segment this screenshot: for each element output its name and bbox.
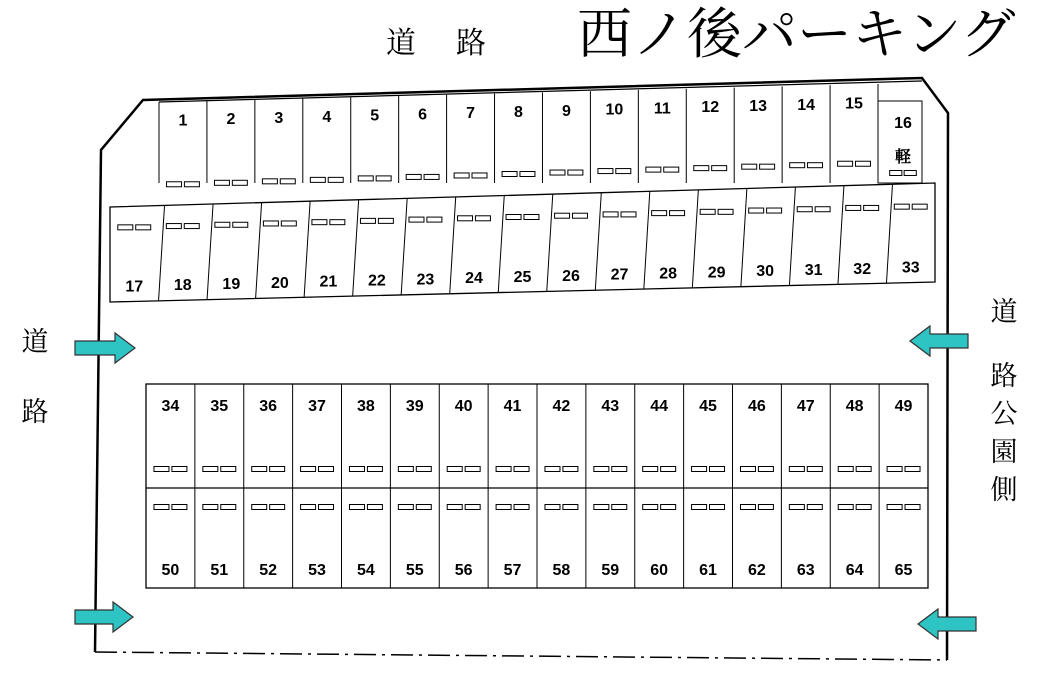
wheel-stop [472,173,487,178]
wheel-stop [154,505,169,510]
space-number: 26 [562,267,580,285]
space-divider [498,196,504,293]
wheel-stop [905,467,920,472]
arrow-right-icon [75,333,135,363]
road-label-left-2: 路 [21,397,49,428]
wheel-stop [358,176,373,181]
wheel-stop [838,467,853,472]
wheel-stop [221,467,236,472]
space-divider [595,193,601,291]
space-number: 41 [503,398,522,415]
space-number: 6 [418,106,428,124]
wheel-stop [367,505,382,510]
road-label-right-char: 道 [990,297,1018,328]
space-number: 36 [259,398,278,415]
wheel-stop [319,505,334,510]
space-number: 53 [308,562,326,579]
space-number: 4 [322,108,332,126]
wheel-stop [454,173,469,178]
wheel-stop [572,213,587,218]
space-number: 31 [804,261,823,279]
space-number: 51 [210,562,229,579]
wheel-stop [612,505,627,510]
space-number: 61 [699,562,717,579]
wheel-stop [184,224,199,229]
wheel-stop [789,505,804,510]
wheel-stop [310,177,325,182]
wheel-stop [856,467,871,472]
wheel-stop [603,212,618,217]
space-number: 60 [650,562,669,579]
wheel-stop [740,505,755,510]
wheel-stop [172,505,187,510]
space-number: 44 [650,398,669,415]
wheel-stop [887,467,902,472]
space-number: 18 [173,277,192,295]
wheel-stop [664,167,679,172]
wheel-stop [670,211,685,216]
space-number: 52 [259,562,278,579]
wheel-stop [232,180,247,185]
wheel-stop [427,217,442,222]
wheel-stop [398,505,413,510]
wheel-stop [203,467,218,472]
wheel-stop [838,505,853,510]
space-number: 12 [701,99,720,117]
wheel-stop [661,467,676,472]
space-number: 45 [699,398,717,415]
wheel-stop [846,205,861,210]
wheel-stop [612,467,627,472]
wheel-stop [301,467,316,472]
wheel-stop [349,505,364,510]
space-number: 38 [357,398,375,415]
wheel-stop [643,505,658,510]
lot-boundary-bottom [95,652,947,660]
space-number: 9 [561,102,571,120]
space-number: 63 [796,562,815,579]
wheel-stop [447,467,462,472]
space-number: 13 [749,98,768,115]
wheel-stop [864,205,879,210]
wheel-stop [172,467,187,472]
page-title: 西ノ後パーキング [577,2,1016,66]
space-number: 10 [605,101,624,119]
space-number: 47 [796,398,815,415]
wheel-stop [904,171,916,176]
space-number: 48 [845,398,864,415]
wheel-stop [740,467,755,472]
space-number: 2 [226,111,236,129]
arrow-right-icon [75,602,133,632]
wheel-stop [506,215,521,220]
road-label-right-char: 路 [990,361,1018,392]
road-label-left-1: 道 [21,327,49,358]
space-divider [304,201,310,297]
wheel-stop [424,174,439,179]
wheel-stop [409,217,424,222]
wheel-stop [252,505,267,510]
wheel-stop [555,213,570,218]
space-number: 59 [601,562,620,579]
wheel-stop [643,467,658,472]
wheel-stop [742,164,757,169]
wheel-stop [416,505,431,510]
space-number: 20 [270,274,289,292]
space-divider [207,204,213,300]
space-number: 27 [610,266,629,284]
wheel-stop [524,215,539,220]
space-number: 24 [465,270,483,288]
wheel-stop [855,161,870,166]
wheel-stop [545,467,560,472]
wheel-stop [887,505,902,510]
wheel-stop [330,220,345,225]
wheel-stop [233,222,248,227]
space-number: 3 [274,110,284,127]
space-divider [838,186,844,285]
wheel-stop [789,467,804,472]
wheel-stop [545,505,560,510]
wheel-stop [692,467,707,472]
wheel-stop [465,467,480,472]
wheel-stop [700,209,715,214]
space-number: 19 [222,276,241,294]
space-number: 23 [416,271,435,289]
space-divider [741,188,747,286]
space-divider [159,205,165,300]
wheel-stop [807,505,822,510]
space-number: 54 [357,562,375,579]
wheel-stop [838,161,853,166]
space-number: 39 [405,398,424,415]
wheel-stop [167,182,182,187]
wheel-stop [712,166,727,171]
wheel-stop [263,221,278,226]
road-label-right-char: 公 [990,399,1018,430]
space-number: 8 [514,104,523,121]
wheel-stop [465,505,480,510]
space-number: 15 [845,95,863,113]
wheel-stop [594,467,609,472]
wheel-stop [718,209,733,214]
wheel-stop [406,174,421,179]
wheel-stop [621,212,636,217]
space-number: 34 [161,398,180,415]
wheel-stop [221,505,236,510]
wheel-stop [496,467,511,472]
wheel-stop [184,182,199,187]
wheel-stop [563,505,578,510]
wheel-stop [447,505,462,510]
wheel-stop [166,224,181,229]
wheel-stop [416,467,431,472]
wheel-stop [568,170,583,175]
space-number: 49 [894,398,913,415]
wheel-stop [281,221,296,226]
wheel-stop [203,505,218,510]
space-number: 37 [308,398,326,415]
wheel-stop [692,505,707,510]
space-divider [886,184,892,283]
road-label-top: 道路 [386,26,526,61]
space-number: 14 [797,96,815,114]
wheel-stop [514,505,529,510]
space-divider [256,203,262,299]
wheel-stop [790,163,805,168]
wheel-stop [646,167,661,172]
wheel-stop [520,172,535,177]
wheel-stop [376,176,391,181]
space-divider [692,190,698,288]
wheel-stop [661,505,676,510]
wheel-stop [270,505,285,510]
wheel-stop [905,505,920,510]
space-number: 50 [161,562,180,579]
space-number: 5 [370,107,380,125]
wheel-stop [502,172,517,177]
road-label-right-char: 側 [990,475,1018,506]
wheel-stop [616,169,631,174]
space-divider [401,198,407,295]
wheel-stop [594,505,609,510]
wheel-stop [328,177,343,182]
space-number: 30 [756,263,775,281]
space-number: 1 [178,112,188,130]
wheel-stop [270,467,285,472]
wheel-stop [312,220,327,225]
wheel-stop [710,505,725,510]
space-divider [547,194,553,291]
wheel-stop [319,467,334,472]
wheel-stop [694,166,709,171]
wheel-stop [367,467,382,472]
space-number: 40 [454,398,473,415]
wheel-stop [758,467,773,472]
space-number: 46 [748,398,766,415]
space-number: 35 [210,398,229,415]
wheel-stop [767,208,782,213]
wheel-stop [563,467,578,472]
space-number: 29 [707,264,726,282]
space-number: 28 [659,265,677,283]
wheel-stop [154,467,169,472]
space-divider [789,187,795,285]
space-number: 56 [454,562,473,579]
space-number: 65 [894,562,913,579]
wheel-stop [262,179,277,184]
wheel-stop [378,218,393,223]
wheel-stop [807,467,822,472]
wheel-stop [758,505,773,510]
wheel-stop [475,216,490,221]
space-number: 25 [513,269,532,286]
space-number: 7 [466,105,476,123]
space-number: 62 [748,562,766,579]
space-divider [353,200,359,296]
wheel-stop [550,170,565,175]
space-number: 42 [552,398,571,415]
space-number: 11 [653,100,671,118]
space-number: 55 [405,562,424,579]
wheel-stop [136,225,151,230]
wheel-stop [808,163,823,168]
wheel-stop [710,467,725,472]
wheel-stop [514,467,529,472]
arrow-left-icon [910,326,968,356]
kei-label: 軽 [894,147,912,166]
space-number: 21 [319,273,338,291]
space-number: 43 [601,398,620,415]
space-number: 32 [853,260,872,278]
wheel-stop [815,207,830,212]
wheel-stop [214,180,229,185]
space-divider [644,191,650,289]
wheel-stop [118,225,133,230]
wheel-stop [760,164,775,169]
space-number: 22 [368,272,386,290]
space-number: 57 [503,562,522,579]
space-number: 33 [901,259,920,277]
wheel-stop [856,505,871,510]
wheel-stop [894,204,909,209]
wheel-stop [496,505,511,510]
wheel-stop [598,169,613,174]
road-label-right-char: 園 [990,437,1018,468]
wheel-stop [280,179,295,184]
wheel-stop [749,208,764,213]
wheel-stop [215,222,230,227]
wheel-stop [890,171,902,176]
space-number: 64 [845,562,864,579]
space-divider [450,197,456,294]
wheel-stop [252,467,267,472]
space-number: 58 [552,562,571,579]
wheel-stop [398,467,413,472]
space-number: 16 [894,115,912,132]
wheel-stop [301,505,316,510]
wheel-stop [912,204,927,209]
wheel-stop [652,211,667,216]
wheel-stop [360,218,375,223]
wheel-stop [349,467,364,472]
wheel-stop [797,207,812,212]
space-number: 17 [125,278,144,296]
wheel-stop [458,216,473,221]
